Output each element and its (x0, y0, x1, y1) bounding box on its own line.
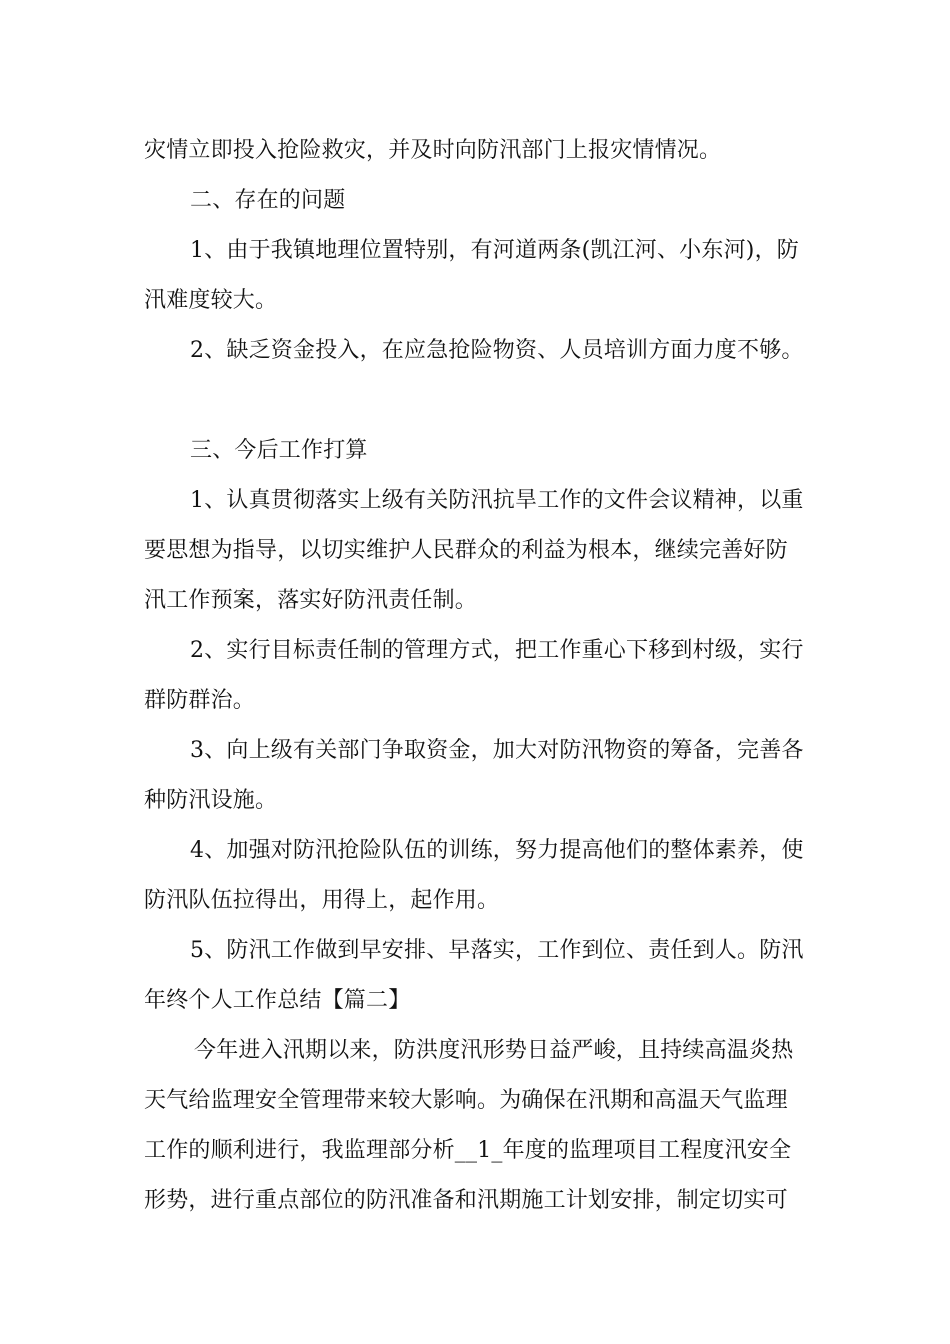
text-line: 今年进入汛期以来，防洪度汛形势日益严峻，且持续高温炎热 (194, 1038, 794, 1063)
article-heading: 年终个人工作总结【篇二】 (144, 988, 411, 1013)
text-line: 5、防汛工作做到早安排、早落实，工作到位、责任到人。防汛 (190, 938, 804, 963)
text-line: 4、加强对防汛抢险队伍的训练，努力提高他们的整体素养，使 (190, 838, 804, 863)
text-line: 3、向上级有关部门争取资金，加大对防汛物资的筹备，完善各 (190, 738, 804, 763)
section-heading-plans: 三、今后工作打算 (190, 438, 368, 463)
text-line: 工作的顺利进行，我监理部分析__1_年度的监理项目工程度汛安全 (144, 1138, 792, 1163)
section-heading-problems: 二、存在的问题 (190, 188, 346, 213)
text-line: 1、认真贯彻落实上级有关防汛抗旱工作的文件会议精神，以重 (190, 488, 804, 513)
text-line: 2、缺乏资金投入，在应急抢险物资、人员培训方面力度不够。 (190, 338, 804, 363)
text-line: 防汛队伍拉得出，用得上，起作用。 (144, 888, 500, 913)
text-line: 群防群治。 (144, 688, 256, 713)
text-line: 形势，进行重点部位的防汛准备和汛期施工计划安排，制定切实可 (144, 1188, 788, 1213)
text-line: 种防汛设施。 (144, 788, 278, 813)
text-line: 1、由于我镇地理位置特别，有河道两条(凯江河、小东河)，防 (190, 238, 799, 263)
text-line: 天气给监理安全管理带来较大影响。为确保在汛期和高温天气监理 (144, 1088, 788, 1113)
text-line: 2、实行目标责任制的管理方式，把工作重心下移到村级，实行 (190, 638, 804, 663)
text-line: 汛难度较大。 (144, 288, 278, 313)
text-line: 灾情立即投入抢险救灾，并及时向防汛部门上报灾情情况。 (144, 138, 722, 163)
text-line: 要思想为指导，以切实维护人民群众的利益为根本，继续完善好防 (144, 538, 788, 563)
text-line: 汛工作预案，落实好防汛责任制。 (144, 588, 478, 613)
